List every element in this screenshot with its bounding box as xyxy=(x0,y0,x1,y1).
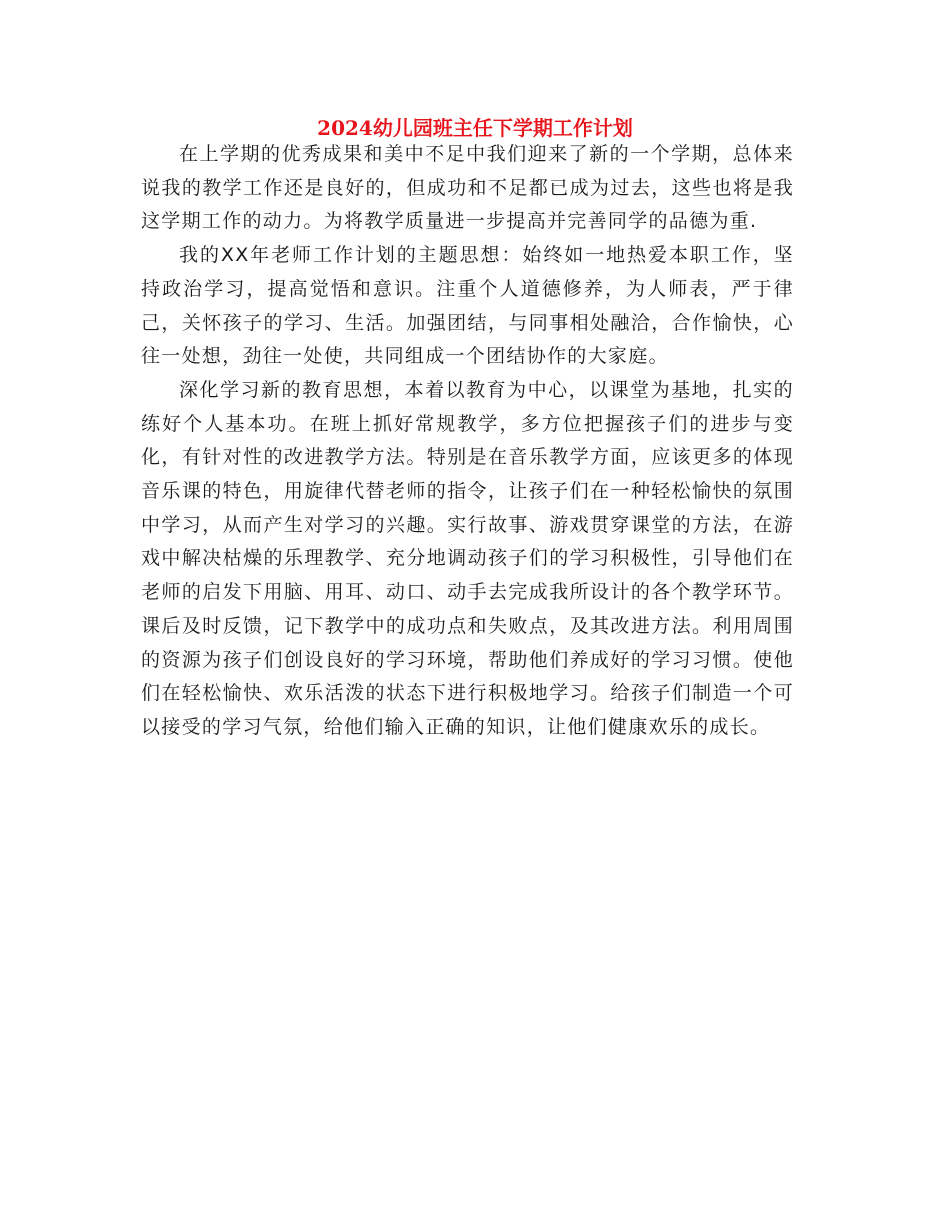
document-body xyxy=(141,138,794,745)
document-title: 2024幼儿园班主任下学期工作计划 xyxy=(317,116,633,140)
paragraph-2: 我的XX年老师工作计划的主题思想：始终如一地热爱本职工作，坚持政治学习，提高觉悟和意识。注重个人道德修养，为人师表，严于律己，关怀孩子的学习、生活。加强团结，与同事相处融洽，合作愉快，心往一处想，劲往一处使，共同组成一个团结协作的大家庭。 xyxy=(141,244,794,368)
paragraph-3: 深化学习新的教育思想，本着以教育为中心，以课堂为基地，扎实的练好个人基本功。在班上抓好常规教学，多方位把握孩子们的进步与变化，有针对性的改进教学方法。特别是在音乐教学方面，应该更多的体现音乐课的特色，用旋律代替老师的指令，让孩子们在一种轻松愉快的氛围中学习，从而产生对学习的兴趣。实行故事、游戏贯穿课堂的方法，在游戏中解决枯燥的乐理教学、充分地调动孩子们的学习积极性，引导他们在老师的启发下用脑、用耳、动口、动手去完成我所设计的各个教学环节。课后及时反馈，记下教学中的成功点和失败点，及其改进方法。利用周围的资源为孩子们创设良好的学习环境，帮助他们养成好的学习习惯。使他们在轻松愉快、欢乐活泼的状态下进行积极地学习。给孩子们制造一个可以接受的学习气氛，给他们输入正确的知识，让他们健康欢乐的成长。 xyxy=(141,378,794,738)
paragraph-1: 在上学期的优秀成果和美中不足中我们迎来了新的一个学期，总体来说我的教学工作还是良好的，但成功和不足都已成为过去，这些也将是我这学期工作的动力。为将教学质量进一步提高并完善同学的品德为重. xyxy=(141,143,794,233)
